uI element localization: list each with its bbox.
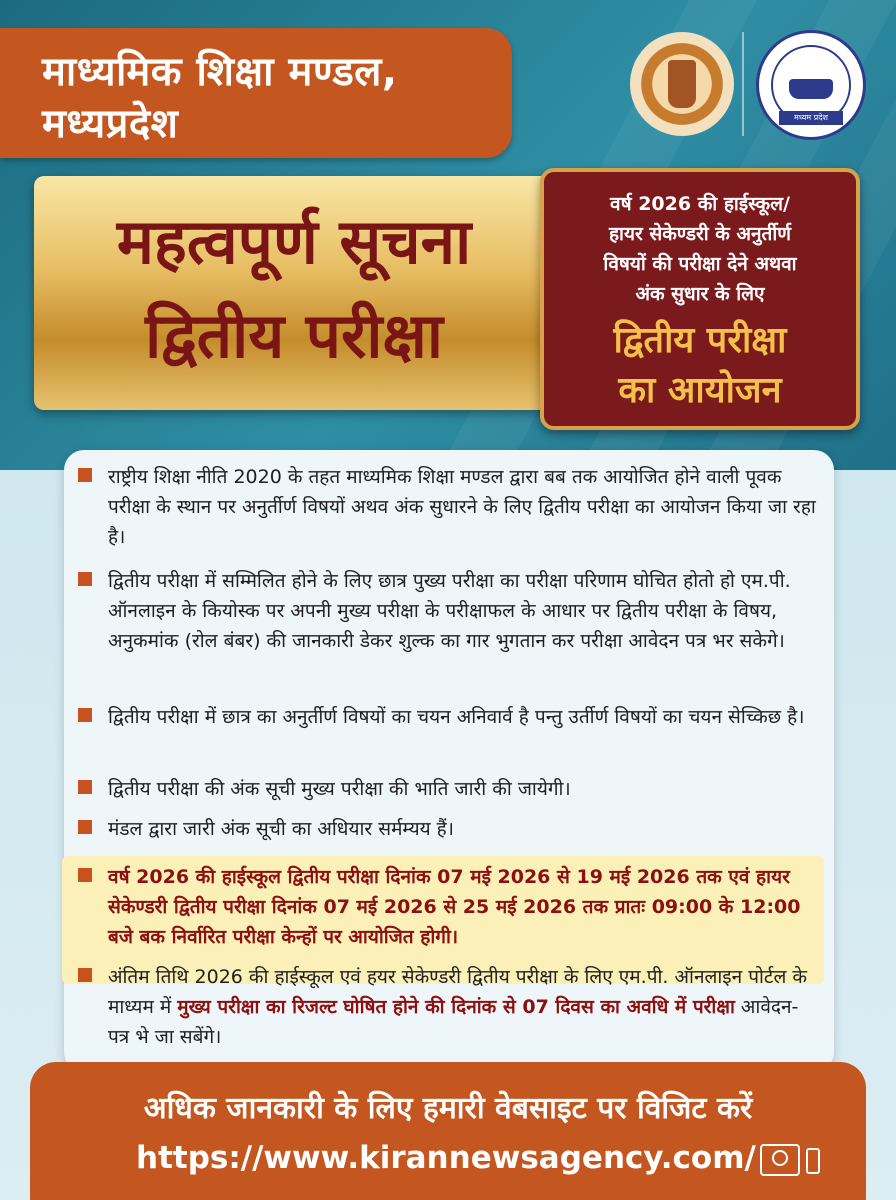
info-line3: विषयों की परीक्षा देने अथवा (603, 253, 797, 275)
board-name-tag (0, 28, 512, 158)
mobile-phone-icon (806, 1148, 820, 1174)
square-bullet-icon (78, 968, 92, 982)
board-name-line1: माध्यमिक शिक्षा मण्डल, (42, 49, 398, 95)
list-item (108, 814, 818, 844)
notice-panel (64, 450, 834, 1072)
banner-title-line1: महत्वपूर्ण सूचना (116, 205, 472, 278)
monitor-globe-icon (760, 1144, 800, 1176)
square-bullet-icon (78, 780, 92, 794)
list-item-highlighted (108, 862, 818, 952)
deadline-part3: आवेदन-पत्र भे जा सबेंगे। (108, 996, 799, 1048)
exam-info-box (540, 168, 860, 430)
website-link[interactable]: https://www.kirannewsagency.com/ (136, 1140, 756, 1176)
info-highlight1: द्वितीय परीक्षा (613, 320, 787, 361)
info-line2: हायर सेकेण्डरी के अनुर्तीर्ण (608, 223, 792, 245)
info-line4: अंक सुधार के लिए (635, 283, 765, 305)
list-item (108, 462, 818, 552)
list-item (108, 962, 818, 1052)
point-text-deadline (108, 962, 818, 1052)
deadline-part1: अंतिम तिथि 2026 की हाईस्कूल एवं हयर सेकेण्डरी द्वितीय परीक्षा के लिए एम.पी. ऑनलाइन पोर्टल के माध्यम में (108, 966, 808, 1018)
board-seal-caption: मध्यम प्रदेश (794, 113, 828, 122)
list-item (108, 566, 818, 656)
square-bullet-icon (78, 820, 92, 834)
logo-group (620, 20, 870, 150)
logo-divider (742, 32, 744, 136)
point-text: द्वितीय परीक्षा में सम्मिलित होने के लिए छात्र पुख्य परीक्षा का परीक्षा परिणाम घोचित होतो हो एम.पी. ऑनलाइन के कियोस्क पर अपनी मुख्य परीक्षा के परीक्षाफल के आधार पर द्वितीय परीक्षा के विषय, अनुकमांक (रोल बंबर) की जानकारी डेकर शुल्क का गार भुगतान कर परीक्षा आवेदन पत्र भर सकेगे। (108, 570, 791, 652)
board-seal-icon (756, 30, 866, 140)
mp-government-emblem-icon (630, 32, 734, 136)
important-notice-banner (34, 176, 554, 410)
footer-banner (30, 1062, 866, 1200)
point-text: मंडल द्वारा जारी अंक सूची का अधियार सर्मम्यय हैं। (108, 818, 454, 840)
deadline-part2: मुख्य परीक्षा का रिजल्ट घोषित होने की दिनांक से 07 दिवस का अवधि में परीक्षा (177, 996, 735, 1018)
point-text: राष्ट्रीय शिक्षा नीति 2020 के तहत माध्यमिक शिक्षा मण्डल द्वारा बब तक आयोजित होने वाली पूवक परीक्षा के स्थान पर अनुर्तीर्ण विषयों अथव अंक सुधारने के लिए द्वितीय परीक्षा का आयोजन किया जा रहा है। (108, 466, 816, 548)
point-text: द्वितीय परीक्षा की अंक सूची मुख्य परीक्षा की भाति जारी की जायेगी। (108, 778, 571, 800)
point-text-exam-dates: वर्ष 2026 की हाईस्कूल द्वितीय परीक्षा दिनांक 07 मई 2026 से 19 मई 2026 तक एवं हायर सेकेण्डरी द्वितीय परीक्षा दिनांक 07 मई 2026 से 25 मई 2026 तक प्रातः 09:00 के 12:00 बजे बक निर्वारित परीक्षा केन्हों पर आयोजित होगी। (108, 866, 801, 948)
footer-cta: अधिक जानकारी के लिए हमारी वेबसाइट पर विजिट करें (143, 1091, 753, 1126)
list-item (108, 702, 818, 732)
square-bullet-icon (78, 708, 92, 722)
list-item (108, 774, 818, 804)
square-bullet-icon (78, 572, 92, 586)
banner-title-line2: द्वितीय परीक्षा (145, 299, 443, 372)
info-highlight2: का आयोजन (618, 370, 782, 411)
board-name-line2: मध्यप्रदेश (42, 101, 179, 147)
square-bullet-icon (78, 468, 92, 482)
info-line1: वर्ष 2026 की हाईस्कूल/ (610, 193, 790, 215)
square-bullet-icon (78, 868, 92, 882)
point-text: द्वितीय परीक्षा में छात्र का अनुर्तीर्ण विषयों का चयन अनिवार्व है पन्तु उर्तीर्ण विषयों का चयन सेच्किछ है। (108, 706, 805, 728)
